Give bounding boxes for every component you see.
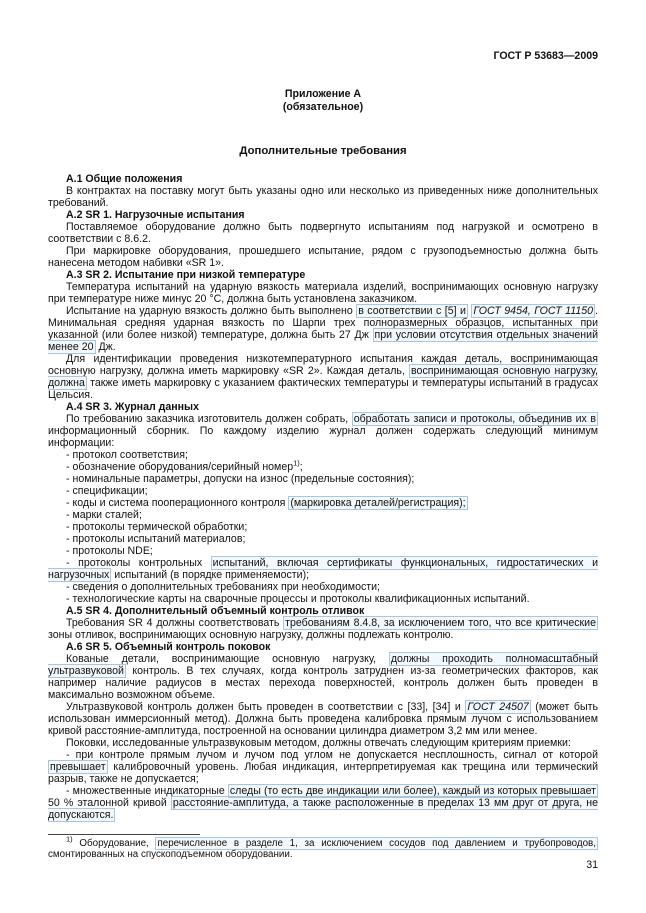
section-heading [48,173,598,185]
text-run: Поковки, исследованные ультразвуковым методом, должны отвечать следующим критериям приемки: [66,737,571,749]
text-run: Для идентификации проведения низкотемпературного испытания каждая деталь, воспринимающая основную нагрузку, должна иметь маркировку «SR 2». Каждая деталь, [48,353,598,377]
list-item [48,785,598,821]
text-run: При маркировке оборудования, прошедшего испытание, рядом с грузоподъемностью должна быть нанесена методом набивки «SR 1». [48,245,598,269]
footnote-marker: 1) [293,458,300,468]
appendix-heading [48,88,598,113]
text-run: - при контроле прямым лучом и лучом под углом не допускается несплошность, сигнал от которой [66,749,598,761]
list-item [48,581,598,593]
text-run: также иметь маркировку с указанием фактических температуры и температуры испытаний в градусах Цельсия. [48,377,598,401]
highlighted-text: требованиям 8.4.8, за исключением того, что все критические [285,617,596,629]
highlighted-text: перечисленное в разделе 1, за исключением сосудов под давлением и трубопроводов, [157,838,596,849]
text-run: А.3 SR 2. Испытание при низкой температуре [66,269,306,281]
text-run: испытаний (в порядке применяемости); [111,569,310,581]
text-run: - протоколы термической обработки; [66,521,248,533]
list-item [48,473,598,485]
text-run: . Минимальная средняя ударная вязкость по Шарпи трех полноразмерных образцов, испытанных при указанной (или более низкой) температуре, должна быть 27 Дж [48,305,598,341]
highlighted-text: при условии отсутствия отдельных значений менее 20 [48,329,598,353]
text-run: - множественные индикаторные [66,785,228,797]
paragraph [48,305,598,353]
text-run: А.1 Общие положения [66,173,183,185]
text-run: Кованые детали, воспринимающие основную нагрузку, [66,653,389,665]
text-run: информационный сборник. По каждому изделию журнал должен содержать следующий минимум информации: [48,425,598,449]
footnote-marker: 1) [66,834,73,844]
text-run: Оборудование, [72,838,156,849]
paragraph [48,353,598,401]
list-item [48,593,598,605]
paragraph [48,653,598,701]
page-title: Дополнительные требования [239,145,407,157]
list-item [48,557,598,581]
text-run: Ультразвуковой контроль должен быть проведен в соответствии с [33], [34] и [66,701,466,713]
document-body [48,173,598,821]
text-run: А.2 SR 1. Нагрузочные испытания [66,209,245,221]
paragraph [48,737,598,749]
paragraph [48,245,598,269]
text-run: смонтированных на спускоподъемном оборудовании. [48,849,293,861]
list-item [48,749,598,785]
text-run: - номинальные параметры, допуски на износ (предельные состояния); [66,473,415,485]
paragraph [48,413,598,449]
highlighted-text: должны проходить полномасштабный ультразвуковой [48,653,598,677]
text-run: - технологические карты на сварочные процессы и протоколы квалификационных испытаний. [66,593,530,605]
section-heading [48,209,598,221]
footnote-text [48,834,598,861]
list-item [48,509,598,521]
highlighted-text: воспринимающая основную нагрузку, должна [48,365,598,389]
text-run: калибровочный уровень. Любая индикация, интерпретируемая как трещина или термический разрыв, также не допускается; [48,761,598,785]
section-heading [48,269,598,281]
highlighted-text: обработать записи и протоколы, объединив их в [353,413,596,425]
doc-number: ГОСТ Р 53683—2009 [493,50,598,62]
page-number: 31 [586,859,598,871]
text-run: Поставляемое оборудование должно быть подвергнуто испытаниям под нагрузкой и осмотрено в соответствии с 8.6.2. [48,221,598,245]
paragraph [48,281,598,305]
text-run: В контрактах на поставку могут быть указаны одно или несколько из приведенных ниже дополнительных требований. [48,185,598,209]
list-item [48,521,598,533]
text-run: Температура испытаний на ударную вязкость материала изделий, воспринимающих основную нагрузку при температуре ниже минус 20 °С, должна быть установлена заказчиком. [48,281,598,305]
highlighted-text: испытаний, включая сертификаты функциональных, гидростатических и нагрузочных [48,557,598,581]
paragraph [48,701,598,737]
footnote-area [48,834,598,861]
highlighted-text: расстояние-амплитуда, а также расположенные в пределах 13 мм друг от друга, не допускаются. [48,797,598,821]
list-item [48,533,598,545]
text-run: Дж. [95,341,116,353]
list-item [48,458,598,473]
text-run: По требованию заказчика изготовитель должен собрать, [66,413,352,425]
highlighted-text: ГОСТ 24507 [467,701,529,713]
text-run: А.4 SR 3. Журнал данных [66,401,199,413]
text-run: А.5 SR 4. Дополнительный объемный контроль отливок [66,605,365,617]
appendix-kind: (обязательное) [282,100,364,113]
text-run: контроль. В тех случаях, когда контроль затруднен из-за геометрических факторов, как например наличие радиусов в местах перехода поверхностей, контроль должен быть проведен в максимально возможном объеме. [48,665,598,701]
paragraph [48,221,598,245]
text-run: А.6 SR 5. Объемный контроль поковок [66,641,271,653]
paragraph [48,617,598,641]
highlighted-text: ГОСТ 9454, ГОСТ 11150 [473,305,594,317]
appendix-name: Приложение А [284,88,362,100]
text-run: - марки сталей; [66,509,142,521]
text-run: - спецификации; [66,485,148,497]
text-run: Испытание на ударную вязкость должно быть выполнено [66,305,357,317]
text-run: 50 % эталонной кривой [48,797,171,809]
highlighted-text: (маркировка деталей/регистрация); [290,497,466,509]
text-run: зоны отливок, воспринимающих основную нагрузку, должны подлежать контролю. [48,629,454,641]
list-item [48,497,598,509]
highlighted-text: превышает [50,761,106,773]
highlighted-text: следы (то есть две индикации или более), каждый из которых превышает [229,785,596,797]
text-run: - протоколы NDE; [66,545,153,557]
text-run: Требования SR 4 должны соответствовать [66,617,284,629]
text-run: - протокол соответствия; [66,449,188,461]
paragraph [48,185,598,209]
text-run: (может быть использован иммерсионный метод). Должна быть проведена калибровка прямым лучом с использованием кривой расстояние-амплитуда, построенной на основании цилиндра диаметром 3,2 мм или менее. [48,701,598,737]
list-item [48,449,598,461]
highlighted-text: в соответствии с [5] и [358,305,466,317]
text-run: - коды и система пооперационного контроля [66,497,289,509]
text-run: - обозначение оборудования/серийный номер [66,461,294,473]
text-run: - протоколы испытаний материалов; [66,533,246,545]
text-run: ; [299,461,303,473]
text-run: - сведения о дополнительных требованиях при необходимости; [66,581,380,593]
text-run: - протоколы контрольных [66,557,211,569]
